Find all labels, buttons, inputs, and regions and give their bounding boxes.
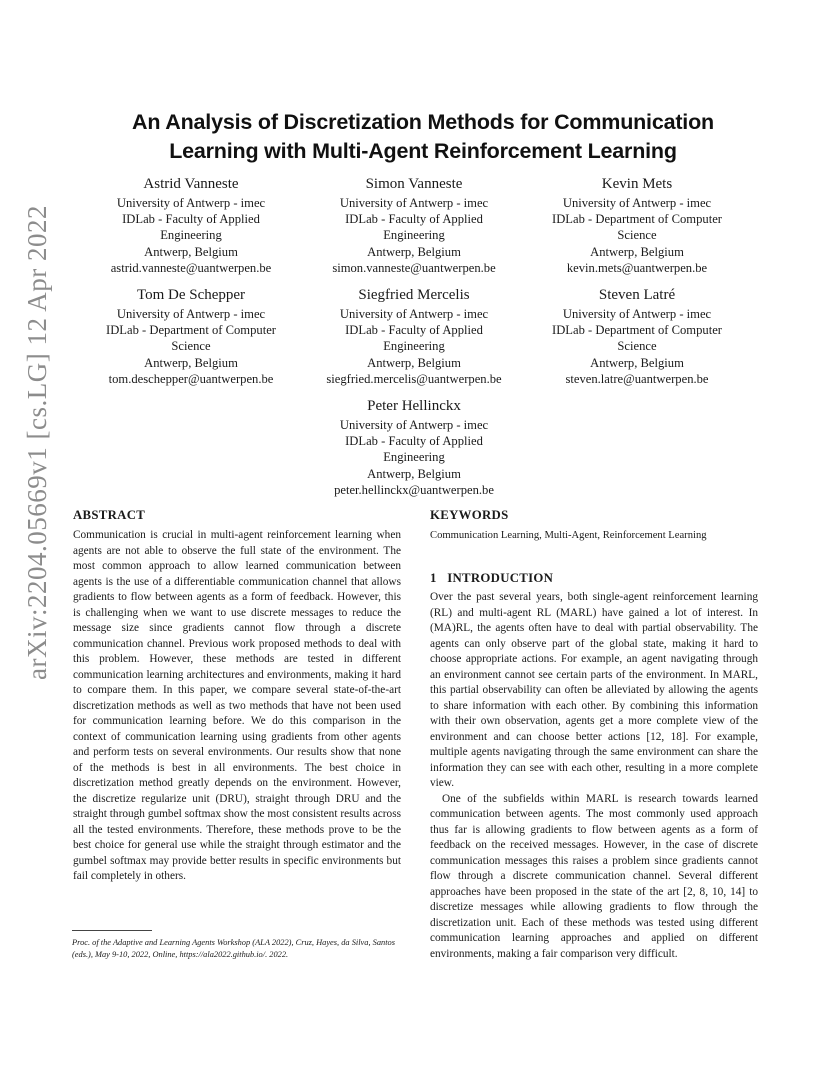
abstract-body (73, 528, 401, 885)
author-affiliation: University of Antwerp - imec (339, 196, 489, 210)
author-email[interactable]: simon.vanneste@uantwerpen.be (332, 260, 496, 275)
author-city: Antwerp, Belgium (367, 355, 461, 370)
author-block (299, 286, 529, 387)
introduction-paragraph-2: One of the subfields within MARL is research towards learned communication between agents. The most commonly used approach thus far is allowing gradients to flow between agents as a form of feedback on the received messages. However, in the case of discrete communication messages this raises a problem since gradients cannot flow through a discrete communication channel. Several different approaches have been proposed in the state of the art [2, 8, 10, 14] to discretize messages while allowing gradients to flow through the discretization unit. Each of these methods was tested using different communication learning approaches and applied on different environments, making a fair comparison very difficult. (430, 792, 758, 960)
author-block (76, 175, 306, 276)
paper-title (80, 108, 766, 166)
author-affiliation: University of Antwerp - imec (339, 418, 489, 432)
author-email[interactable]: peter.hellinckx@uantwerpen.be (334, 482, 494, 497)
author-affiliation: University of Antwerp - imec (339, 307, 489, 321)
author-name: Astrid Vanneste (143, 176, 239, 192)
author-email[interactable]: kevin.mets@uantwerpen.be (566, 260, 708, 275)
author-affiliation: Engineering (383, 339, 445, 354)
introduction-paragraph-1: Over the past several years, both single-agent reinforcement learning (RL) and multi-agent RL (MARL) have gained a lot of interest. In (MA)RL, the agents often have to deal with partial observability. The agents can only observe part of the global state, making it hard to choose appropriate actions. For example, an agent navigating through an environment cannot see certain parts of the environment. In MARL, this partial observability can often be alleviated by allowing the agents to share information with each other. By combining this information with their own observation, agents get a more complete view of the environment and can choose better actions [12, 18]. For example, multiple agents navigating through the same environment can share the information they can see with each other, resulting in a more complete view. (430, 591, 758, 789)
introduction-body (430, 590, 758, 962)
footnote: Proc. of the Adaptive and Learning Agents Workshop (ALA 2022), Cruz, Hayes, da Silva, Santos (eds.), May 9-10, 2022, Online, https://ala2022.github.io/. 2022. (72, 938, 395, 959)
author-affiliation: University of Antwerp - imec (562, 307, 712, 321)
author-city: Antwerp, Belgium (144, 355, 238, 370)
author-affiliation: IDLab - Department of Computer (552, 323, 722, 338)
author-block (76, 286, 306, 387)
author-affiliation: Science (617, 228, 657, 243)
author-city: Antwerp, Belgium (590, 355, 684, 370)
author-name: Kevin Mets (601, 176, 673, 192)
title-line-1: An Analysis of Discretization Methods for Communication (132, 110, 714, 134)
author-affiliation: IDLab - Faculty of Applied (122, 212, 260, 227)
author-name: Siegfried Mercelis (358, 287, 470, 303)
author-email[interactable]: tom.deschepper@uantwerpen.be (108, 371, 274, 386)
author-affiliation: Engineering (160, 228, 222, 243)
author-affiliation: IDLab - Department of Computer (552, 212, 722, 227)
abstract-heading: ABSTRACT (73, 508, 146, 522)
arxiv-identifier: arXiv:2204.05669v1 [cs.LG] 12 Apr 2022 (22, 205, 52, 680)
author-affiliation: University of Antwerp - imec (562, 196, 712, 210)
author-name: Tom De Schepper (136, 287, 246, 303)
author-affiliation: IDLab - Faculty of Applied (345, 212, 483, 227)
author-name: Steven Latré (598, 287, 676, 303)
author-affiliation: IDLab - Faculty of Applied (345, 434, 483, 449)
author-email[interactable]: astrid.vanneste@uantwerpen.be (110, 260, 272, 275)
author-block (522, 175, 752, 276)
author-city: Antwerp, Belgium (367, 466, 461, 481)
author-city: Antwerp, Belgium (144, 244, 238, 259)
author-email[interactable]: steven.latre@uantwerpen.be (565, 371, 709, 386)
author-name: Peter Hellinckx (367, 398, 461, 414)
author-affiliation: University of Antwerp - imec (116, 196, 266, 210)
keywords-heading: KEYWORDS (430, 508, 509, 522)
footnote-divider (72, 930, 152, 931)
title-line-2: Learning with Multi-Agent Reinforcement Learning (169, 139, 677, 163)
author-affiliation: Engineering (383, 228, 445, 243)
introduction-heading: 1 INTRODUCTION (430, 571, 554, 585)
author-affiliation: IDLab - Department of Computer (106, 323, 276, 338)
author-name: Simon Vanneste (365, 176, 463, 192)
author-email[interactable]: siegfried.mercelis@uantwerpen.be (326, 371, 502, 386)
author-affiliation: Engineering (383, 450, 445, 465)
abstract-text: Communication is crucial in multi-agent reinforcement learning when agents are not able to observe the full state of the environment. The most common approach to allow learned communication between agents is the use of a differentiable communication channel that allows gradients to flow between agents as a form of feedback. However, this is challenging when we want to use discrete messages to reduce the message size since gradients cannot flow through a discrete communication channel. Previous work proposed methods to deal with this problem. However, these methods are tested in different communication learning architectures and environments, making it hard to compare them. In this paper, we compare several state-of-the-art discretization methods as well as two methods that have not been used for communication learning before. We do this comparison in the context of communication learning using gradients from other agents and perform tests on several environments. Our results show that none of the methods is best in all environments. The best choice in discretization method greatly depends on the environment. However, the discretize regularize unit (DRU), straight through DRU and the straight through gumbel softmax show the most consistent results across all the tested environments. Therefore, these methods prove to be the best choice for general use while the straight through estimator and the gumbel softmax may provide better results in specific environments but fail completely in others. (73, 529, 401, 882)
keywords-body (430, 528, 758, 544)
keywords-text: Communication Learning, Multi-Agent, Reinforcement Learning (430, 530, 707, 541)
author-affiliation: Science (617, 339, 657, 354)
author-city: Antwerp, Belgium (367, 244, 461, 259)
author-block (522, 286, 752, 387)
author-affiliation: IDLab - Faculty of Applied (345, 323, 483, 338)
author-city: Antwerp, Belgium (590, 244, 684, 259)
author-block (299, 175, 529, 276)
author-affiliation: University of Antwerp - imec (116, 307, 266, 321)
author-block (299, 397, 529, 498)
author-affiliation: Science (171, 339, 211, 354)
